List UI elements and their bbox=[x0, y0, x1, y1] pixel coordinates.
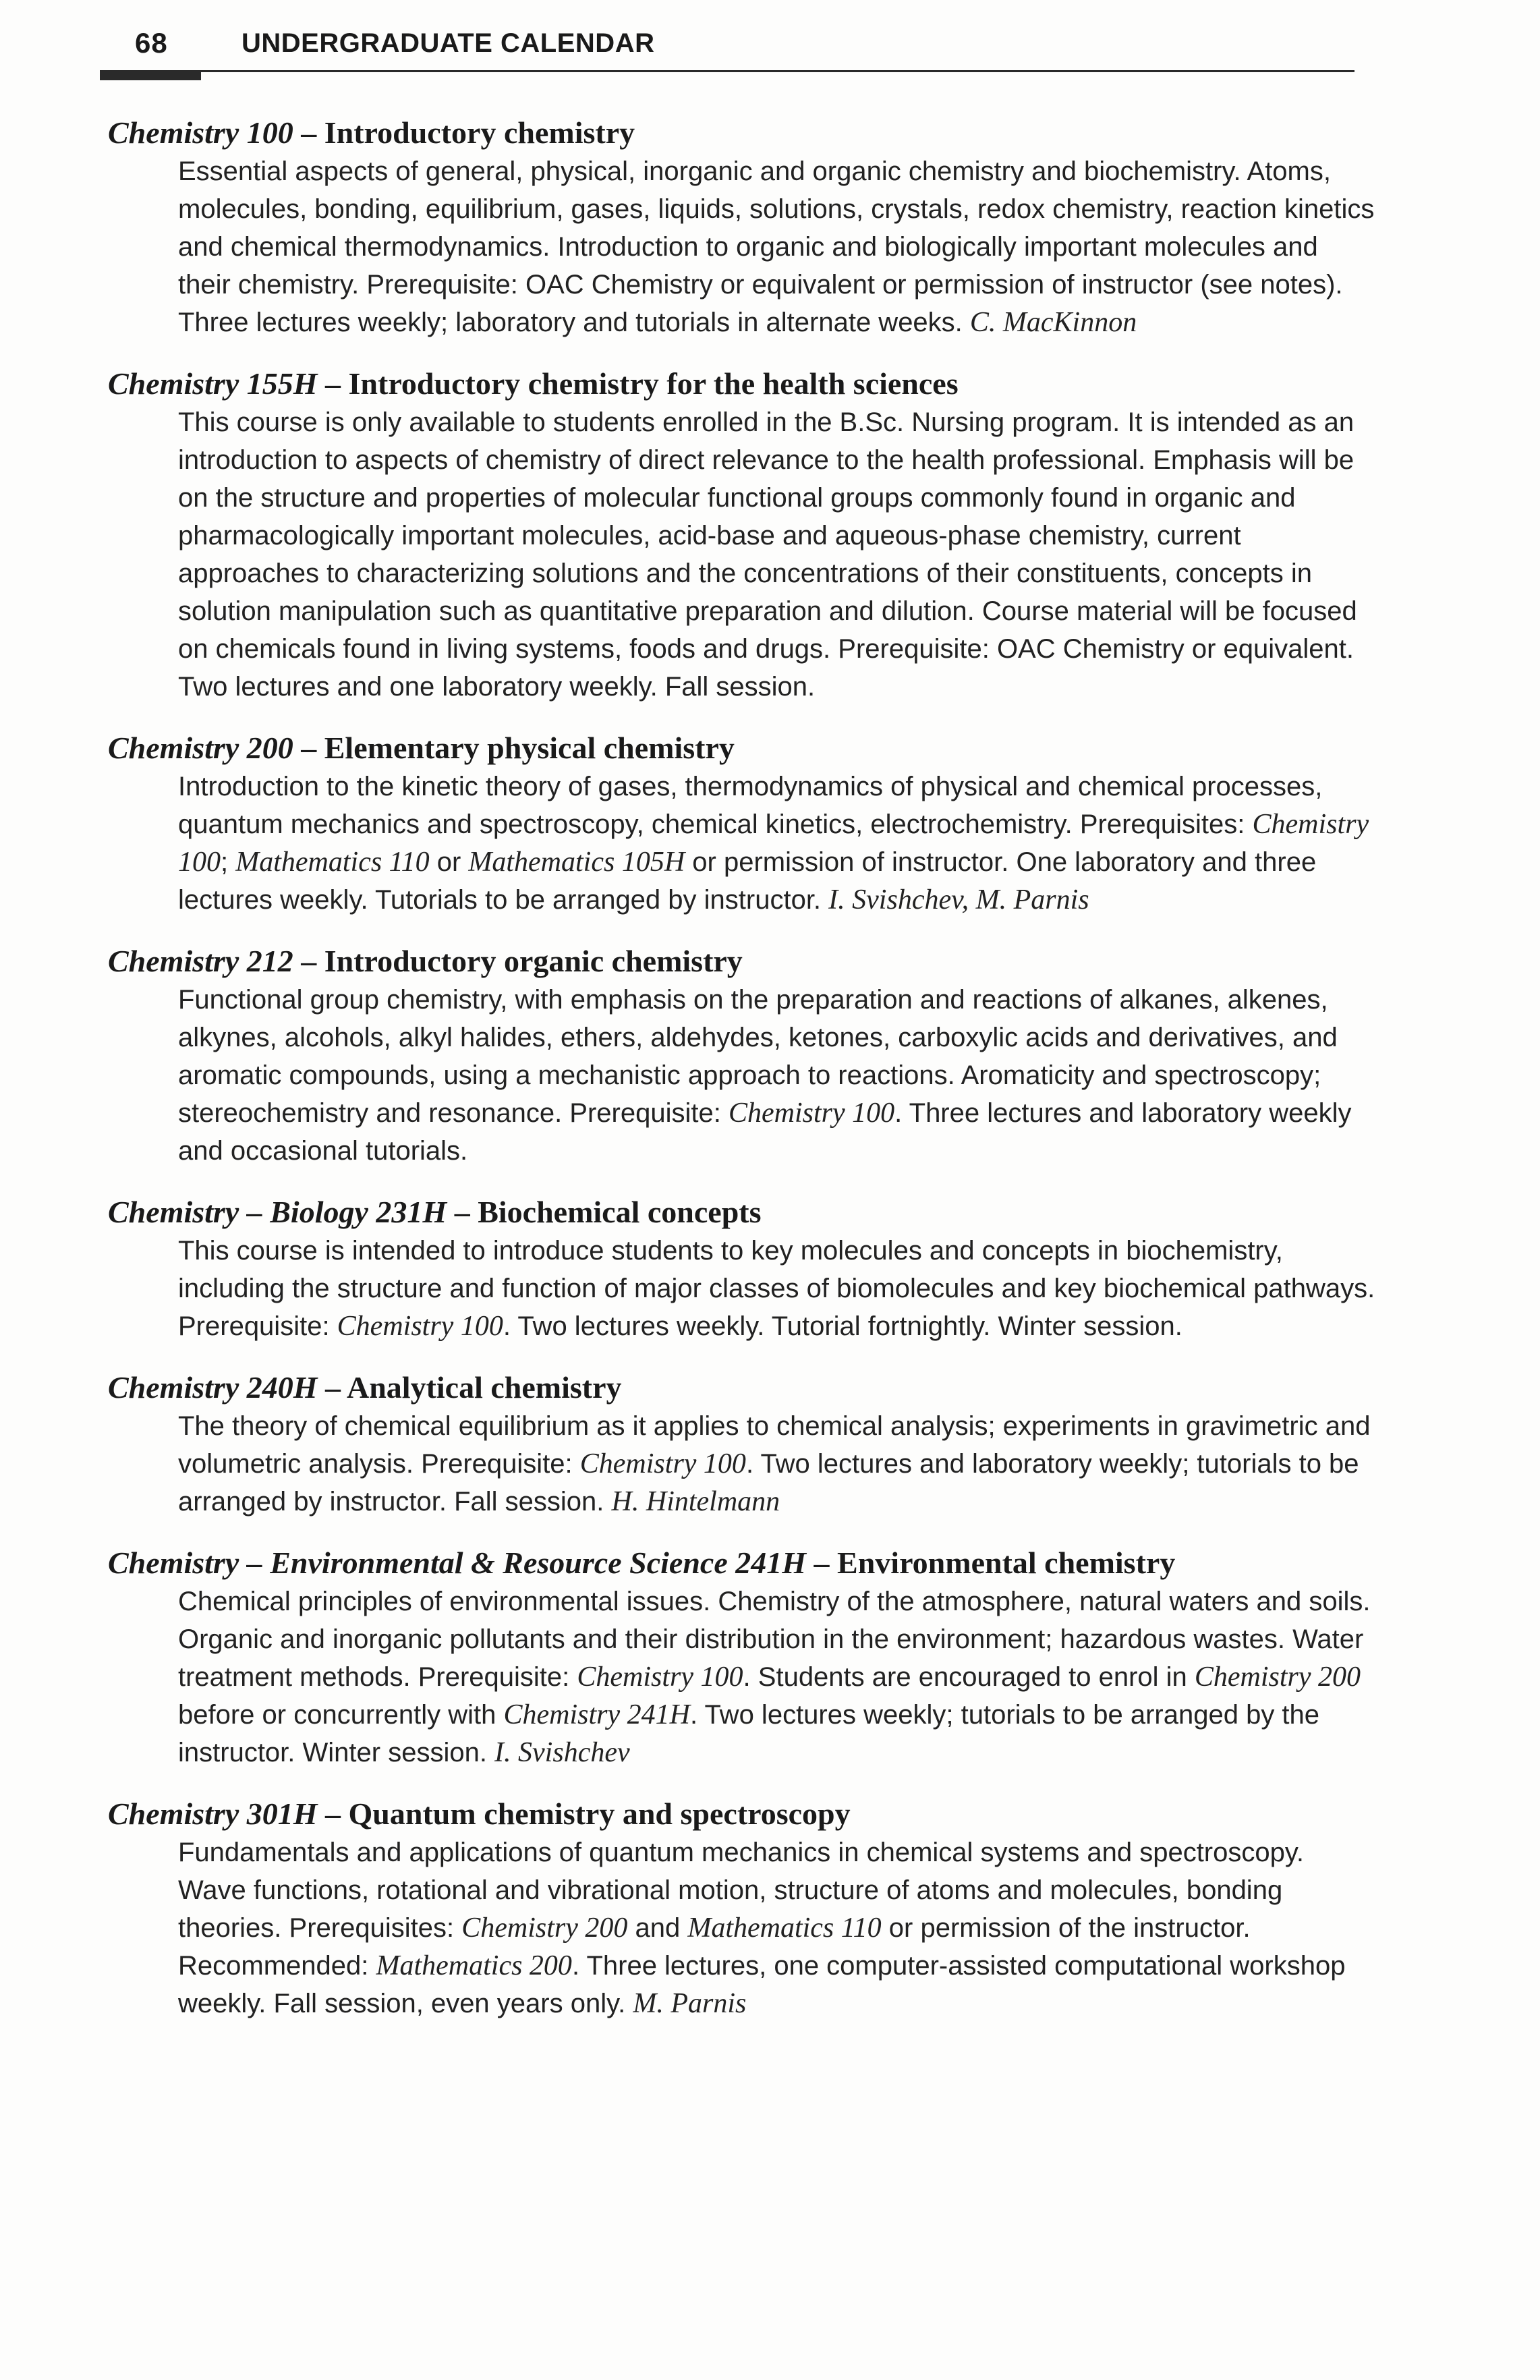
course-entry-chem-biol-231h bbox=[108, 1193, 1376, 1345]
heading-separator: – bbox=[317, 1796, 349, 1831]
course-reference: Chemistry 200 bbox=[1194, 1662, 1361, 1693]
heading-separator: – bbox=[806, 1546, 838, 1580]
heading-separator: – bbox=[293, 115, 324, 150]
course-description bbox=[178, 152, 1376, 341]
course-reference: Chemistry 100 bbox=[728, 1098, 895, 1129]
course-heading bbox=[108, 1794, 1376, 1834]
course-name: Analytical chemistry bbox=[347, 1370, 622, 1405]
instructor-name: M. Parnis bbox=[633, 1988, 747, 2019]
course-entry-chem-ers-241h bbox=[108, 1543, 1376, 1772]
description-text: . Two lectures weekly; tutorials to be arranged by the instructor. Winter session. bbox=[178, 1700, 1320, 1767]
page-number: 68 bbox=[135, 27, 168, 59]
instructor-name: I. Svishchev, M. Parnis bbox=[828, 884, 1089, 915]
instructor-name: I. Svishchev bbox=[494, 1737, 630, 1768]
course-entry-chem-100 bbox=[108, 113, 1376, 341]
course-entry-chem-155h bbox=[108, 364, 1376, 706]
course-heading bbox=[108, 729, 1376, 768]
course-reference: Chemistry 241H bbox=[503, 1699, 690, 1730]
course-description bbox=[178, 1407, 1376, 1521]
description-text: . Two lectures and laboratory weekly; tutorials to be arranged by instructor. Fall session. bbox=[178, 1449, 1359, 1517]
description-text: Chemical principles of environmental issues. Chemistry of the atmosphere, natural waters and soils. Organic and inorganic pollutants and their distribution in the environment; hazardous wastes. Water treatment methods. Prerequisite: bbox=[178, 1587, 1371, 1692]
heading-separator: – bbox=[293, 731, 324, 765]
description-text: Functional group chemistry, with emphasis on the preparation and reactions of alkanes, alkenes, alkynes, alcohols, alkyl halides, ethers, aldehydes, ketones, carboxylic acids and derivatives, and aromatic compounds, using a mechanistic approach to reactions. Aromaticity and spectroscopy; stereochemistry and resonance. Prerequisite: bbox=[178, 985, 1338, 1128]
course-reference: Chemistry 100 bbox=[579, 1448, 746, 1479]
course-code: Chemistry – Biology 231H bbox=[108, 1195, 447, 1229]
calendar-title: UNDERGRADUATE CALENDAR bbox=[241, 28, 655, 58]
course-name: Environmental chemistry bbox=[837, 1546, 1176, 1580]
header-rule bbox=[100, 70, 1354, 72]
description-text: or permission of the instructor. Recommended: bbox=[178, 1913, 1251, 1981]
description-text: Introduction to the kinetic theory of gases, thermodynamics of physical and chemical processes, quantum mechanics and spectroscopy, chemical kinetics, electrochemistry. Prerequisites: bbox=[178, 772, 1323, 839]
heading-separator: – bbox=[447, 1195, 478, 1229]
course-description bbox=[178, 1583, 1376, 1772]
course-name: Introductory chemistry for the health sciences bbox=[348, 366, 959, 401]
course-description bbox=[178, 1834, 1376, 2022]
heading-separator: – bbox=[317, 1370, 347, 1405]
heading-separator: – bbox=[293, 944, 324, 978]
course-description bbox=[178, 1232, 1376, 1345]
course-entry-chem-301h bbox=[108, 1794, 1376, 2022]
heading-separator: – bbox=[317, 366, 349, 401]
instructor-name: H. Hintelmann bbox=[611, 1486, 780, 1517]
course-heading bbox=[108, 113, 1376, 152]
description-text: Fundamentals and applications of quantum mechanics in chemical systems and spectroscopy. Wave functions, rotational and vibrational motion, structure of atoms and molecules, bonding theories. Prerequisites: bbox=[178, 1838, 1305, 1943]
course-heading bbox=[108, 942, 1376, 981]
course-reference: Chemistry 100 bbox=[337, 1311, 503, 1342]
course-code: Chemistry – Environmental & Resource Science 241H bbox=[108, 1546, 807, 1580]
course-entry-chem-240h bbox=[108, 1368, 1376, 1521]
header-tab-mark bbox=[100, 72, 201, 80]
course-entry-chem-200 bbox=[108, 729, 1376, 919]
course-heading bbox=[108, 1368, 1376, 1407]
course-reference: Mathematics 110 bbox=[687, 1913, 882, 1944]
course-code: Chemistry 240H bbox=[108, 1370, 318, 1405]
course-reference: Mathematics 110 bbox=[235, 847, 430, 878]
description-text: . Two lectures weekly. Tutorial fortnightly. Winter session. bbox=[503, 1311, 1182, 1341]
course-heading bbox=[108, 1193, 1376, 1232]
description-text: or bbox=[429, 847, 469, 877]
running-header bbox=[100, 20, 1354, 74]
description-text: The theory of chemical equilibrium as it applies to chemical analysis; experiments in gravimetric and volumetric analysis. Prerequisite: bbox=[178, 1411, 1371, 1479]
course-code: Chemistry 100 bbox=[108, 115, 293, 150]
course-code: Chemistry 200 bbox=[108, 731, 293, 765]
description-text: . Three lectures and laboratory weekly and occasional tutorials. bbox=[178, 1098, 1352, 1166]
description-text: ; bbox=[221, 847, 236, 877]
course-reference: Mathematics 105H bbox=[468, 847, 685, 878]
course-list bbox=[108, 113, 1376, 2045]
description-text: Essential aspects of general, physical, inorganic and organic chemistry and biochemistry. Atoms, molecules, bonding, equilibrium, gases, liquids, solutions, crystals, redox chemistry, reaction kinetics and chemical thermodynamics. Introduction to organic and biologically important molecules and their chemistry. Prerequisite: OAC Chemistry or equivalent or permission of instructor (see notes). Three lectures weekly; laboratory and tutorials in alternate weeks. bbox=[178, 157, 1375, 337]
description-text: . Three lectures, one computer-assisted computational workshop weekly. Fall session, even years only. bbox=[178, 1951, 1346, 2018]
course-heading bbox=[108, 1543, 1376, 1583]
description-text: . Students are encouraged to enrol in bbox=[743, 1662, 1195, 1692]
description-text: and bbox=[627, 1913, 688, 1943]
course-name: Introductory organic chemistry bbox=[324, 944, 743, 978]
course-code: Chemistry 212 bbox=[108, 944, 293, 978]
course-name: Biochemical concepts bbox=[478, 1195, 762, 1229]
course-reference: Chemistry 100 bbox=[178, 809, 1369, 878]
instructor-name: C. MacKinnon bbox=[969, 307, 1137, 338]
course-code: Chemistry 155H bbox=[108, 366, 318, 401]
course-name: Elementary physical chemistry bbox=[324, 731, 735, 765]
course-reference: Chemistry 200 bbox=[461, 1913, 628, 1944]
course-name: Introductory chemistry bbox=[324, 115, 635, 150]
description-text: or permission of instructor. One laboratory and three lectures weekly. Tutorials to be arranged by instructor. bbox=[178, 847, 1317, 915]
course-entry-chem-212 bbox=[108, 942, 1376, 1170]
course-name: Quantum chemistry and spectroscopy bbox=[348, 1796, 851, 1831]
course-description bbox=[178, 403, 1376, 706]
description-text: This course is intended to introduce students to key molecules and concepts in biochemistry, including the structure and function of major classes of biomolecules and key biochemical pathways. Prerequisite: bbox=[178, 1236, 1375, 1341]
course-reference: Mathematics 200 bbox=[376, 1950, 572, 1981]
course-code: Chemistry 301H bbox=[108, 1796, 318, 1831]
description-text: This course is only available to students enrolled in the B.Sc. Nursing program. It is intended as an introduction to aspects of chemistry of direct relevance to the health professional. Emphasis will be on the structure and properties of molecular functional groups commonly found in organic and pharmacologically important molecules, acid-base and aqueous-phase chemistry, current approaches to characterizing solutions and the concentrations of their constituents, concepts in solution manipulation such as quantitative preparation and dilution. Course material will be focused on chemicals found in living systems, foods and drugs. Prerequisite: OAC Chemistry or equivalent. Two lectures and one laboratory weekly. Fall session. bbox=[178, 407, 1357, 702]
description-text: before or concurrently with bbox=[178, 1700, 504, 1730]
course-reference: Chemistry 100 bbox=[577, 1662, 743, 1693]
course-description bbox=[178, 768, 1376, 919]
course-description bbox=[178, 981, 1376, 1170]
course-heading bbox=[108, 364, 1376, 403]
